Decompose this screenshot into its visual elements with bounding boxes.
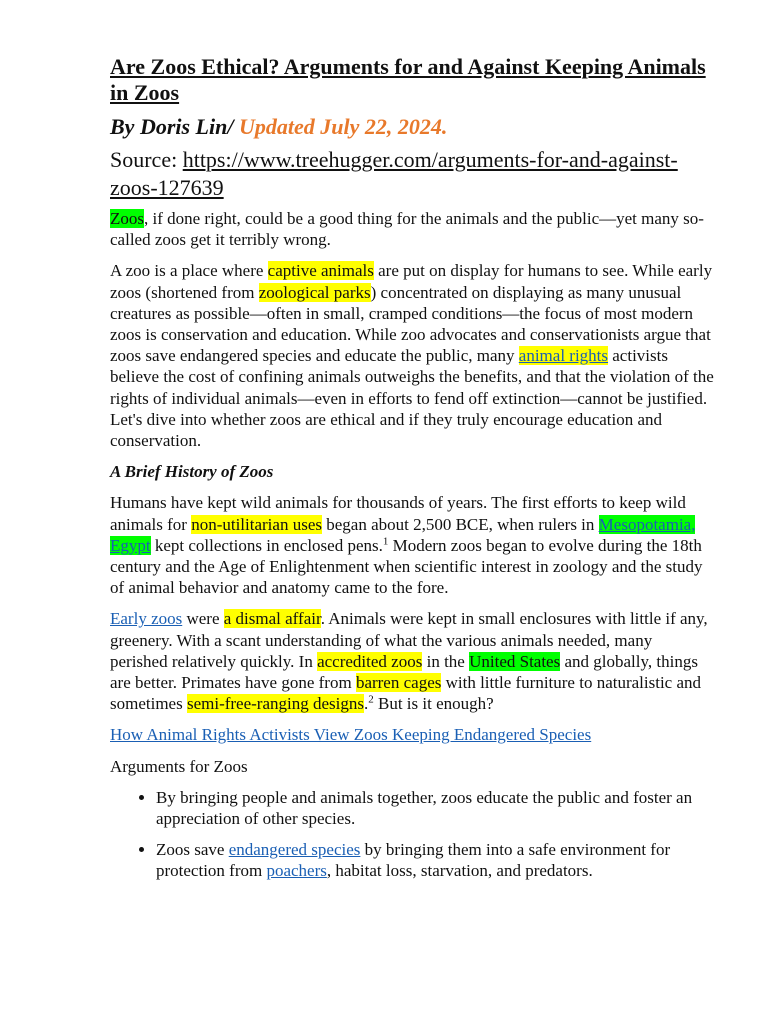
related-link-paragraph bbox=[110, 724, 714, 745]
paragraph-text: kept collections in enclosed pens. bbox=[150, 535, 383, 555]
endangered-species-link[interactable]: endangered species bbox=[228, 840, 361, 860]
footnote-1: 1 bbox=[382, 535, 389, 548]
related-article-link[interactable]: How Animal Rights Activists View Zoos Keeping Endangered Species bbox=[110, 725, 592, 745]
mesopotamia-egypt-link[interactable]: Mesopotamia, Egypt bbox=[110, 514, 696, 555]
highlight-zoos: Zoos bbox=[110, 209, 144, 228]
highlight-animal-rights bbox=[519, 346, 608, 365]
animal-rights-link[interactable]: animal rights bbox=[518, 346, 609, 366]
byline bbox=[110, 112, 714, 142]
paragraph-text: began about 2,500 BCE, when rulers in bbox=[321, 514, 599, 534]
source-label: Source: bbox=[110, 147, 183, 172]
paragraph-text: were bbox=[182, 609, 224, 629]
source-line bbox=[110, 146, 714, 202]
paragraph-text: Modern zoos began to evolve during the 18th century and the Age of Enlightenment when scientific interest in zoology and the study of animal behavior and anatomy came to the fore. bbox=[110, 535, 703, 598]
paragraph-text: . bbox=[364, 694, 369, 714]
list-item-text: Zoos save bbox=[156, 840, 229, 860]
paragraph-text: are put on display for humans to see. While early zoos (shortened from bbox=[110, 261, 713, 302]
paragraph-text: in the bbox=[422, 651, 470, 671]
paragraph-text: A zoo is a place where bbox=[110, 261, 268, 281]
paragraph-text: . Animals were kept in small enclosures with little if any, greenery. With a scant understanding of what the various animals needed, many perished relatively quickly. In bbox=[110, 609, 708, 671]
highlight-united-states: United States bbox=[469, 651, 561, 671]
list-item bbox=[156, 839, 714, 881]
footnote-2: 2 bbox=[368, 693, 374, 706]
history-heading: A Brief History of Zoos bbox=[110, 462, 274, 482]
highlight-accredited-zoos: accredited zoos bbox=[317, 651, 423, 671]
paragraph-history bbox=[110, 492, 714, 598]
early-zoos-link[interactable]: Early zoos bbox=[110, 609, 183, 629]
highlight-captive-animals: captive animals bbox=[267, 261, 374, 281]
paragraph-text: activists believe the cost of confining animals outweighs the benefits, and that the violation of the rights of individual animals—even in efforts to fend off extinction—cannot be justified. Let's dive into whether zoos are ethical and if they truly encourage education and conservation. bbox=[110, 346, 714, 451]
arguments-heading: Arguments for Zoos bbox=[110, 756, 248, 776]
highlight-non-utilitarian-uses: non-utilitarian uses bbox=[191, 514, 322, 534]
byline-date: Updated July 22, 2024. bbox=[238, 114, 448, 139]
paragraph-text: with little furniture to naturalistic and sometimes bbox=[110, 673, 702, 714]
list-item-text: By bringing people and animals together, zoos educate the public and foster an appreciation of other species. bbox=[156, 787, 693, 829]
highlight-zoological-parks: zoological parks bbox=[258, 282, 371, 302]
source-link[interactable]: https://www.treehugger.com/arguments-for-and-against-zoos-127639 bbox=[110, 147, 678, 200]
paragraph-text: Humans have kept wild animals for thousands of years. The first efforts to keep wild animals for bbox=[110, 493, 686, 534]
highlight-dismal-affair: a dismal affair bbox=[223, 609, 321, 629]
paragraph-definition bbox=[110, 260, 714, 451]
paragraph-text: , if done right, could be a good thing for the animals and the public—yet many so-called zoos get it terribly wrong. bbox=[110, 209, 704, 250]
paragraph-intro bbox=[110, 208, 714, 250]
paragraph-text: ) concentrated on displaying as many unusual creatures as possible—often in small, cramped conditions—the focus of most modern zoos is conservation and education. While zoo advocates and conservationists argue that zoos save endangered species and educate the public, many bbox=[110, 282, 711, 366]
highlight-barren-cages: barren cages bbox=[355, 673, 442, 693]
paragraph-text: and globally, things are better. Primates have gone from bbox=[110, 651, 698, 693]
paragraph-early-zoos bbox=[110, 608, 714, 714]
article-title: Are Zoos Ethical? Arguments for and Against Keeping Animals in Zoos bbox=[110, 54, 706, 105]
list-item-text: by bringing them into a safe environment for protection from bbox=[156, 840, 671, 881]
paragraph-text: But is it enough? bbox=[373, 694, 494, 714]
list-item-text: , habitat loss, starvation, and predators. bbox=[326, 861, 593, 881]
poachers-link[interactable]: poachers bbox=[266, 861, 327, 881]
highlight-semi-free-ranging-designs: semi-free-ranging designs bbox=[186, 694, 364, 714]
article bbox=[110, 54, 714, 892]
arguments-list bbox=[110, 787, 714, 882]
list-item bbox=[156, 787, 714, 829]
byline-author: By Doris Lin/ bbox=[110, 114, 239, 139]
